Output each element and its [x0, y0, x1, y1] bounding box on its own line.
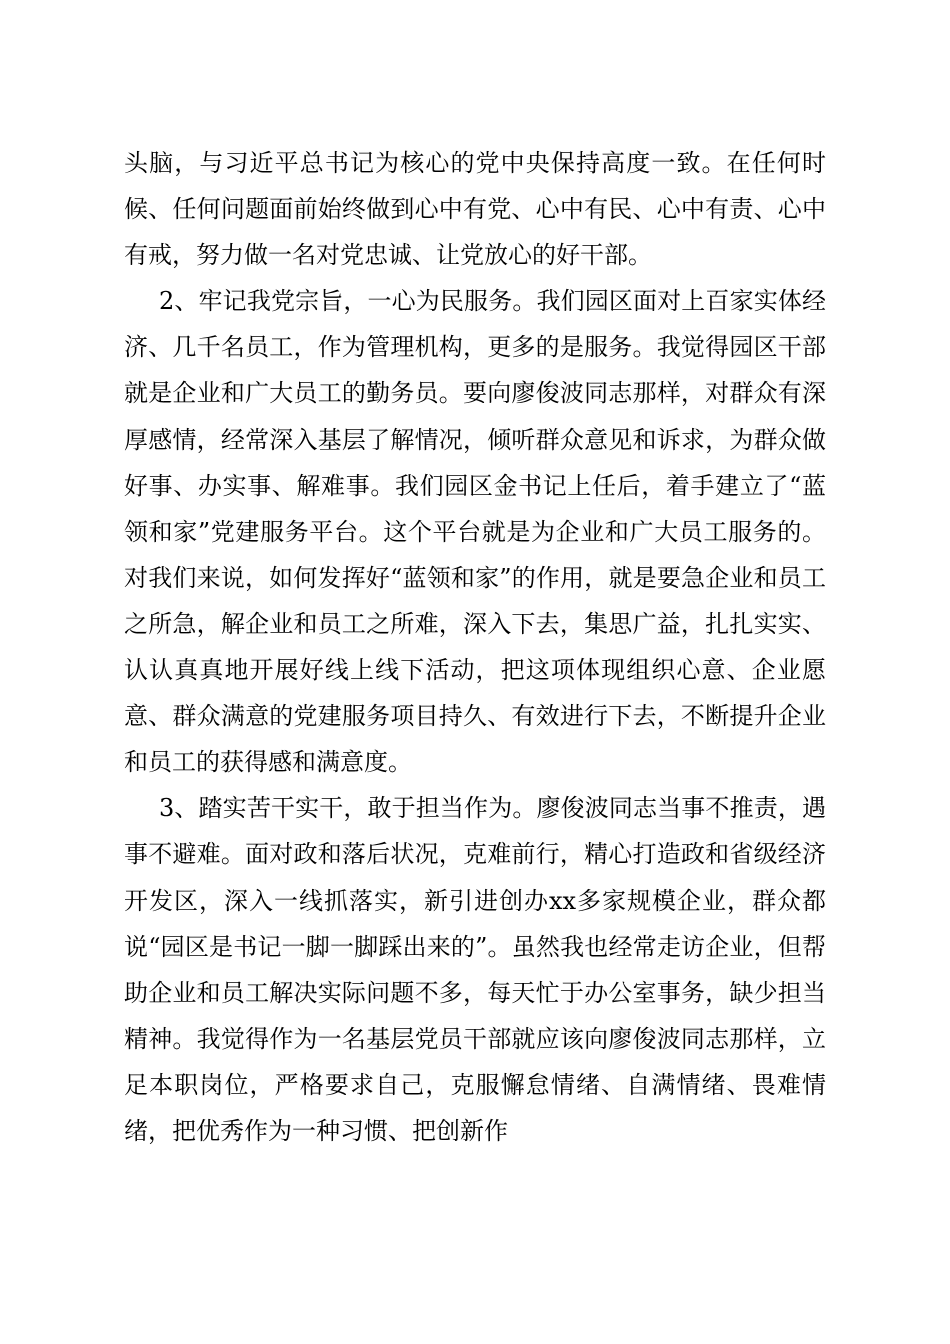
paragraph-point-3: 3、踏实苦干实干，敢于担当作为。廖俊波同志当事不推责，遇事不避难。面对政和落后状况，克难前行，精心打造政和省级经济开发区，深入一线抓落实，新引进创办xx多家规模企业，群众都说“园区是书记一脚一脚踩出来的”。虽然我也经常走访企业，但帮助企业和员工解决实际问题不多，每天忙于办公室事务，缺少担当精神。我觉得作为一名基层党员干部就应该向廖俊波同志那样，立足本职岗位，严格要求自己，克服懈怠情绪、自满情绪、畏难情绪，把优秀作为一种习惯、把创新作 — [124, 794, 826, 1145]
body-text — [124, 140, 826, 1154]
paragraph-continuation: 头脑，与习近平总书记为核心的党中央保持高度一致。在任何时候、任何问题面前始终做到心中有党、心中有民、心中有责、心中有戒，努力做一名对党忠诚、让党放心的好干部。 — [124, 149, 826, 270]
paragraph-point-2: 2、牢记我党宗旨，一心为民服务。我们园区面对上百家实体经济、几千名员工，作为管理机构，更多的是服务。我觉得园区干部就是企业和广大员工的勤务员。要向廖俊波同志那样，对群众有深厚感情，经常深入基层了解情况，倾听群众意见和诉求，为群众做好事、办实事、解难事。我们园区金书记上任后，着手建立了“蓝领和家”党建服务平台。这个平台就是为企业和广大员工服务的。对我们来说，如何发挥好“蓝领和家”的作用，就是要急企业和员工之所急，解企业和员工之所难，深入下去，集思广益，扎扎实实、认认真真地开展好线上线下活动，把这项体现组织心意、企业愿意、群众满意的党建服务项目持久、有效进行下去，不断提升企业和员工的获得感和满意度。 — [124, 287, 826, 777]
